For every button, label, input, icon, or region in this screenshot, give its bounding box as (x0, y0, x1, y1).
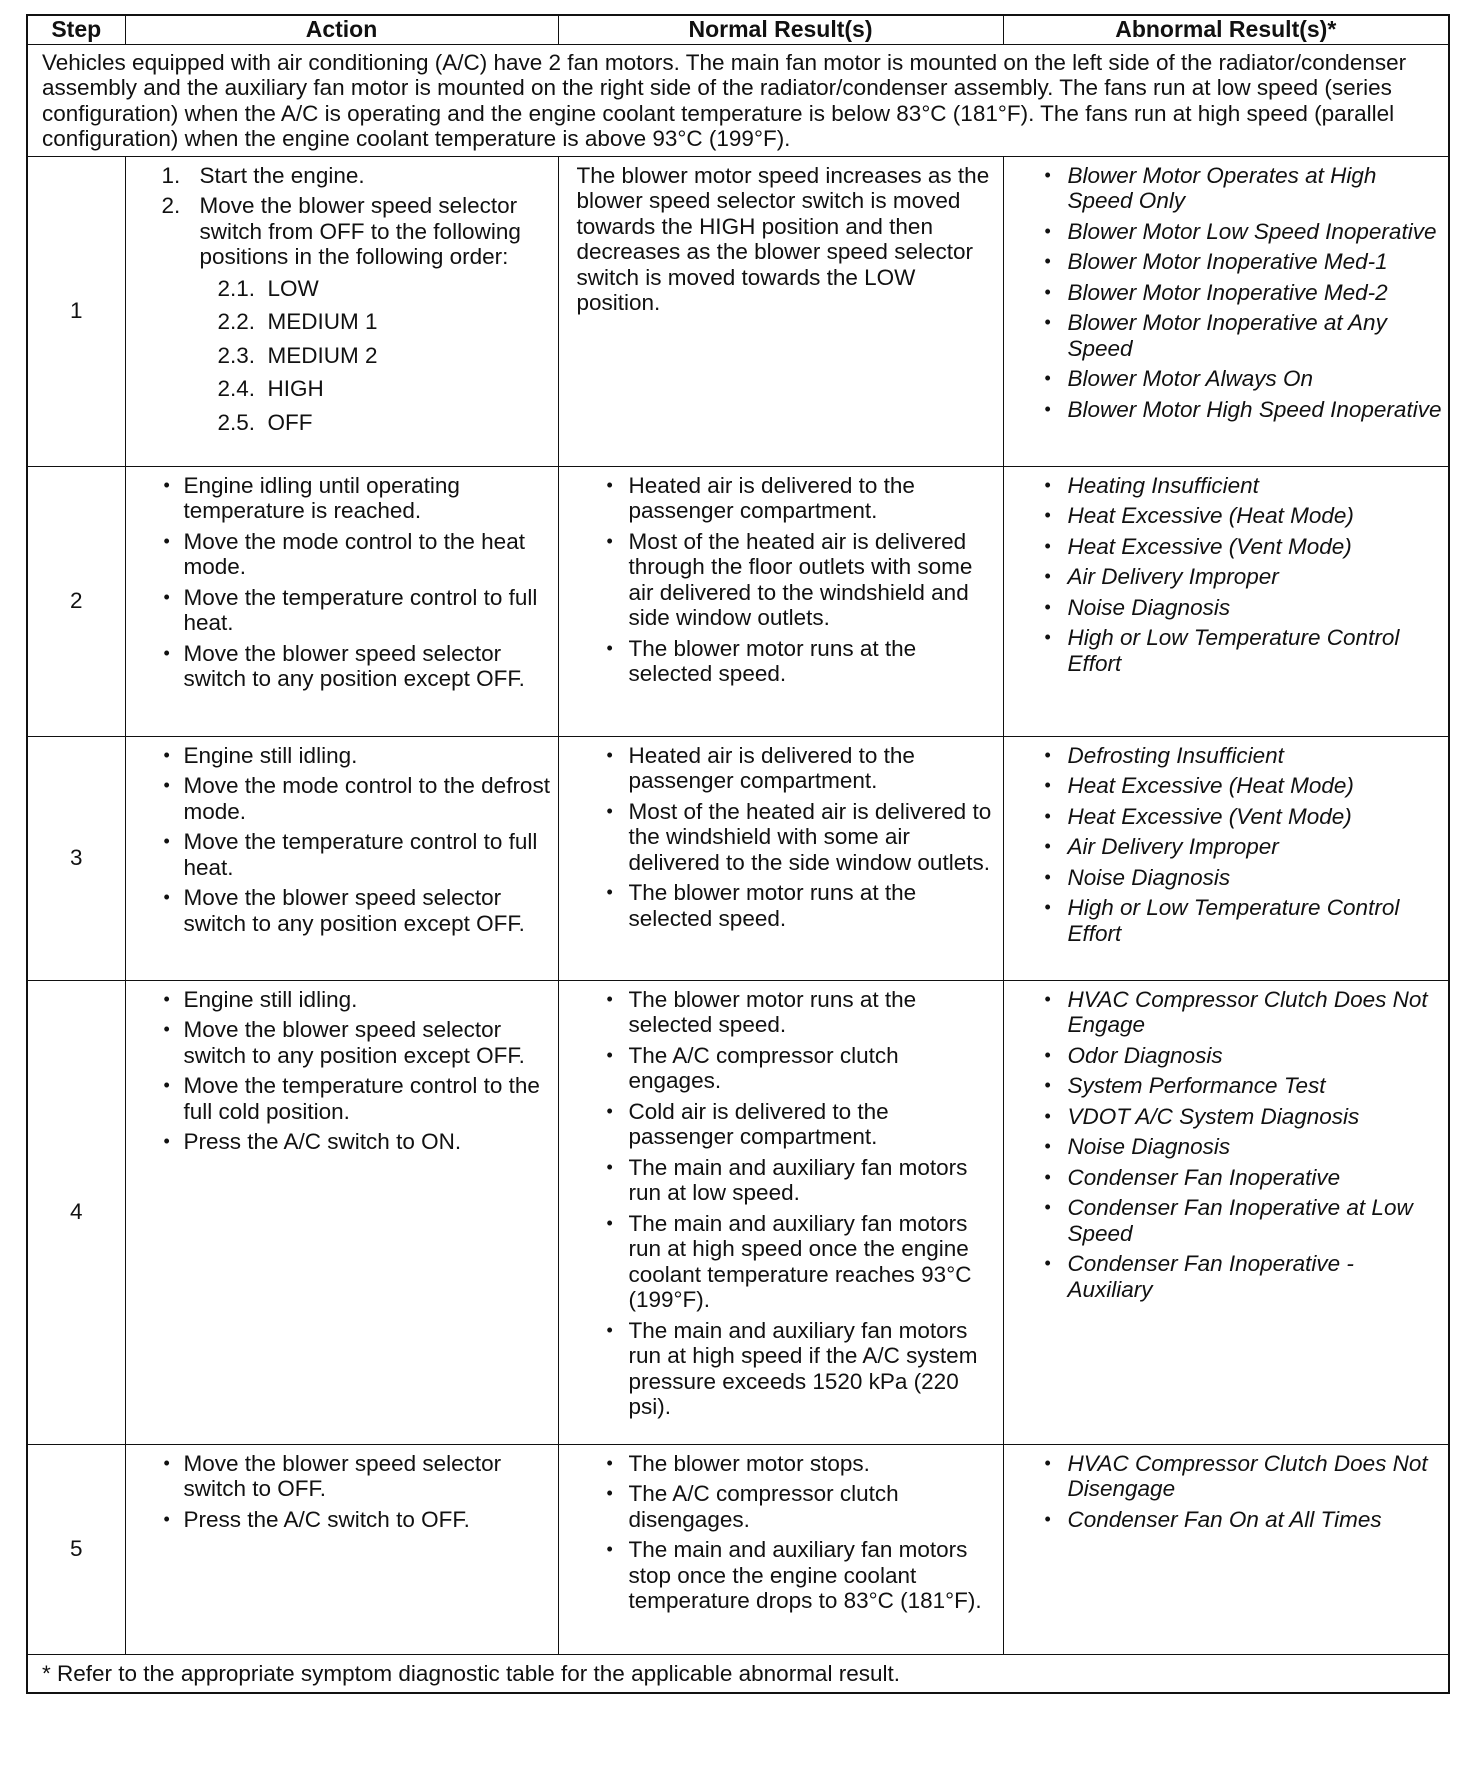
list-item (1010, 1251, 1443, 1302)
item-text: Noise Diagnosis (1067, 1134, 1231, 1159)
item-text: The main and auxiliary fan motors run at high speed if the A/C system pressure exceeds 1520 kPa (220 psi). (628, 1317, 978, 1419)
list-item (1010, 625, 1443, 676)
normal-result-cell (558, 466, 1003, 736)
item-text: Blower Motor Inoperative Med-1 (1067, 249, 1388, 274)
sub-list-item (200, 309, 552, 335)
bullet-icon: • (1044, 836, 1051, 856)
item-text: High or Low Temperature Control Effort (1067, 895, 1400, 946)
bullet-icon: • (1044, 596, 1051, 617)
item-text: The blower motor runs at the selected speed. (628, 880, 917, 931)
bullet-icon: • (1044, 897, 1051, 917)
item-text: Move the blower speed selector switch to OFF. (183, 1450, 502, 1501)
header-row (27, 15, 1449, 44)
item-text: Start the engine. (199, 162, 365, 188)
item-text: Move the blower speed selector switch to any position except OFF. (183, 1017, 525, 1068)
bullet-icon: • (163, 1452, 170, 1473)
list-item (1010, 310, 1443, 361)
list-item (1010, 1165, 1443, 1191)
bullet-icon: • (163, 642, 170, 663)
table-row-step-1 (27, 156, 1449, 466)
bullet-icon: • (606, 1319, 613, 1340)
normal-list (565, 1451, 997, 1614)
sub-list-item (200, 343, 552, 369)
sub-list-item (200, 376, 552, 402)
list-item (1010, 366, 1443, 392)
sub-item-number: 2.2. (217, 309, 256, 334)
action-cell (125, 156, 558, 466)
action-cell (125, 736, 558, 980)
list-item (132, 163, 552, 189)
list-item (1010, 987, 1443, 1038)
item-text: Heat Excessive (Heat Mode) (1067, 773, 1354, 798)
bullet-icon: • (1044, 1136, 1051, 1156)
item-text: Move the blower speed selector switch to any position except OFF. (183, 885, 525, 936)
list-item (132, 529, 552, 580)
bullet-icon: • (606, 1212, 613, 1233)
bullet-icon: • (1044, 312, 1051, 332)
step-number: 4 (27, 980, 125, 1444)
item-text: Engine idling until operating temperature is reached. (183, 472, 460, 523)
bullet-icon: • (1044, 535, 1051, 556)
sub-item-number: 2.5. (217, 409, 256, 435)
normal-result-text: The blower motor speed increases as the blower speed selector switch is moved towards the HIGH position and then decreases as the blower speed selector switch is moved towards the LOW position. (576, 162, 990, 315)
list-item (565, 473, 997, 524)
bullet-icon: • (163, 530, 170, 551)
list-item (565, 880, 997, 931)
table-row-step-4 (27, 980, 1449, 1444)
bullet-icon: • (606, 530, 613, 551)
bullet-icon: • (1044, 505, 1051, 525)
item-text: HVAC Compressor Clutch Does Not Disengage (1067, 1450, 1428, 1501)
item-text: Press the A/C switch to OFF. (183, 1506, 470, 1532)
step-number: 3 (27, 736, 125, 980)
list-item (1010, 773, 1443, 799)
bullet-icon: • (1044, 988, 1051, 1009)
header-action: Action (125, 15, 558, 44)
bullet-icon: • (1044, 1197, 1051, 1217)
normal-result-cell (558, 1444, 1003, 1654)
sub-item-text: HIGH (267, 376, 324, 401)
bullet-icon: • (606, 882, 613, 902)
header-step: Step (27, 15, 125, 44)
item-text: Most of the heated air is delivered to the windshield with some air delivered to the side window outlets. (628, 798, 992, 875)
list-item (132, 1451, 552, 1502)
item-text: Engine still idling. (183, 986, 358, 1012)
list-item (132, 641, 552, 692)
bullet-icon: • (1044, 368, 1051, 388)
action-list (132, 1451, 552, 1533)
normal-list (565, 743, 997, 932)
list-item (132, 473, 552, 524)
bullet-icon: • (163, 887, 170, 907)
table-row-step-2 (27, 466, 1449, 736)
item-text: Heat Excessive (Heat Mode) (1067, 503, 1354, 528)
list-item (132, 585, 552, 636)
item-text: Heating Insufficient (1067, 472, 1259, 498)
item-text: The main and auxiliary fan motors run at high speed once the engine coolant temperature reaches 93°C (199°F). (628, 1210, 972, 1312)
action-cell (125, 1444, 558, 1654)
abnormal-list (1010, 163, 1443, 423)
bullet-icon: • (606, 1483, 613, 1503)
bullet-icon: • (163, 775, 170, 795)
sub-list-item (200, 276, 552, 302)
item-text: Heated air is delivered to the passenger compartment. (628, 742, 915, 793)
list-item (565, 987, 997, 1038)
normal-result-cell (558, 980, 1003, 1444)
bullet-icon: • (1044, 805, 1051, 826)
bullet-icon: • (1044, 1508, 1051, 1529)
bullet-icon: • (1044, 1452, 1051, 1473)
intro-text: Vehicles equipped with air conditioning (A/C) have 2 fan motors. The main fan motor is mounted on the left side of the radiator/condenser assembly and the auxiliary fan motor is mounted on the right side of the radiator/condenser assembly. The fans run at low speed (series configuration) when the A/C is operating and the engine coolant temperature is below 83°C (181°F). The fans run at high speed (parallel configuration) when the engine coolant temperature is above 93°C (199°F). (27, 44, 1449, 156)
list-item (1010, 503, 1443, 529)
item-text: HVAC Compressor Clutch Does Not Engage (1067, 986, 1428, 1037)
list-item (565, 1481, 997, 1532)
item-text: Move the temperature control to the full cold position. (183, 1073, 540, 1124)
abnormal-result-cell (1003, 156, 1449, 466)
item-text: The blower motor runs at the selected speed. (628, 635, 917, 686)
list-item (1010, 743, 1443, 769)
list-item (132, 829, 552, 880)
list-item (1010, 865, 1443, 891)
item-text: Heat Excessive (Vent Mode) (1067, 803, 1352, 829)
list-item (1010, 280, 1443, 306)
item-text: The A/C compressor clutch disengages. (628, 1481, 899, 1532)
item-text: Condenser Fan Inoperative (1067, 1164, 1341, 1190)
item-text: Move the temperature control to full heat. (183, 584, 538, 635)
footnote: * Refer to the appropriate symptom diagnostic table for the applicable abnormal result. (27, 1654, 1449, 1693)
item-text: Cold air is delivered to the passenger compartment. (628, 1098, 889, 1149)
bullet-icon: • (1044, 1166, 1051, 1187)
item-text: The main and auxiliary fan motors run at low speed. (628, 1154, 968, 1205)
list-item (1010, 564, 1443, 590)
list-item (565, 1537, 997, 1614)
item-text: Blower Motor Inoperative at Any Speed (1067, 310, 1387, 361)
item-text: Condenser Fan Inoperative at Low Speed (1067, 1195, 1413, 1246)
item-text: The main and auxiliary fan motors stop once the engine coolant temperature drops to 83°C (181°F). (628, 1537, 982, 1613)
bullet-icon: • (606, 1539, 613, 1559)
list-item (132, 1017, 552, 1068)
list-item (1010, 1073, 1443, 1099)
list-item (132, 1507, 552, 1533)
list-item (1010, 163, 1443, 214)
item-text: Blower Motor High Speed Inoperative (1067, 396, 1442, 422)
bullet-icon: • (1044, 474, 1051, 495)
header-abnormal-results: Abnormal Result(s)* (1003, 15, 1449, 44)
list-item (565, 799, 997, 876)
abnormal-result-cell (1003, 1444, 1449, 1654)
bullet-icon: • (163, 1131, 170, 1151)
bullet-icon: • (1044, 866, 1051, 887)
abnormal-list (1010, 987, 1443, 1303)
normal-result-cell (558, 736, 1003, 980)
item-text: Move the mode control to the heat mode. (183, 528, 525, 579)
sub-item-text: MEDIUM 2 (267, 342, 378, 368)
bullet-icon: • (163, 586, 170, 607)
table-row-step-5 (27, 1444, 1449, 1654)
list-item (132, 773, 552, 824)
normal-result-cell (558, 156, 1003, 466)
bullet-icon: • (1044, 775, 1051, 795)
list-item (565, 1318, 997, 1420)
list-item (1010, 804, 1443, 830)
list-item (1010, 595, 1443, 621)
item-text: VDOT A/C System Diagnosis (1067, 1103, 1360, 1129)
item-text: System Performance Test (1067, 1073, 1326, 1098)
action-list (132, 743, 552, 937)
bullet-icon: • (1044, 281, 1051, 302)
list-item (1010, 1507, 1443, 1533)
abnormal-result-cell (1003, 466, 1449, 736)
item-text: Noise Diagnosis (1067, 594, 1231, 620)
bullet-icon: • (606, 988, 613, 1009)
item-text: High or Low Temperature Control Effort (1067, 625, 1400, 676)
item-text: Noise Diagnosis (1067, 864, 1231, 890)
bullet-icon: • (163, 744, 170, 765)
bullet-icon: • (1044, 398, 1051, 419)
list-item (132, 193, 552, 435)
list-item (132, 885, 552, 936)
bullet-icon: • (163, 1019, 170, 1039)
intro-row (27, 44, 1449, 156)
item-text: The A/C compressor clutch engages. (628, 1042, 899, 1093)
item-text: Blower Motor Inoperative Med-2 (1067, 279, 1388, 305)
bullet-icon: • (1044, 744, 1051, 765)
bullet-icon: • (606, 1044, 613, 1065)
sub-list-item (200, 410, 552, 436)
bullet-icon: • (1044, 1044, 1051, 1065)
abnormal-result-cell (1003, 980, 1449, 1444)
sub-item-text: MEDIUM 1 (267, 309, 378, 334)
sub-item-text: LOW (267, 275, 319, 301)
item-text: Condenser Fan On at All Times (1067, 1506, 1382, 1532)
abnormal-list (1010, 1451, 1443, 1533)
bullet-icon: • (1044, 1075, 1051, 1095)
abnormal-list (1010, 743, 1443, 947)
item-text: The blower motor runs at the selected speed. (628, 986, 917, 1037)
normal-list (565, 987, 997, 1420)
list-item (565, 529, 997, 631)
bullet-icon: • (606, 637, 613, 658)
bullet-icon: • (606, 474, 613, 495)
item-text: Engine still idling. (183, 742, 358, 768)
list-item (565, 743, 997, 794)
item-text: Move the mode control to the defrost mode. (183, 773, 550, 824)
list-item (565, 636, 997, 687)
footnote-row (27, 1654, 1449, 1693)
list-item (1010, 397, 1443, 423)
list-item (565, 1043, 997, 1094)
list-item (1010, 1195, 1443, 1246)
action-numbered-list (132, 163, 552, 436)
list-item (1010, 895, 1443, 946)
bullet-icon: • (1044, 1105, 1051, 1126)
list-item (1010, 534, 1443, 560)
bullet-icon: • (163, 831, 170, 851)
bullet-icon: • (163, 988, 170, 1009)
action-cell (125, 980, 558, 1444)
normal-list (565, 473, 997, 687)
item-text: Defrosting Insufficient (1067, 742, 1284, 768)
item-text: Air Delivery Improper (1067, 564, 1279, 589)
bullet-icon: • (1044, 164, 1051, 185)
list-item (132, 1073, 552, 1124)
item-number: 1. (161, 162, 181, 188)
list-item (132, 1129, 552, 1155)
item-text: Move the temperature control to full heat. (183, 829, 538, 880)
bullet-icon: • (606, 744, 613, 765)
list-item (132, 743, 552, 769)
step-number: 2 (27, 466, 125, 736)
bullet-icon: • (1044, 1253, 1051, 1273)
abnormal-result-cell (1003, 736, 1449, 980)
action-list (132, 987, 552, 1155)
sub-item-text: OFF (267, 409, 313, 435)
action-cell (125, 466, 558, 736)
bullet-icon: • (163, 1508, 170, 1529)
action-list (132, 473, 552, 692)
bullet-icon: • (1044, 251, 1051, 271)
list-item (1010, 1104, 1443, 1130)
bullet-icon: • (606, 1156, 613, 1177)
list-item (1010, 1451, 1443, 1502)
item-text: Blower Motor Operates at High Speed Only (1067, 162, 1377, 213)
item-text: Heat Excessive (Vent Mode) (1067, 533, 1352, 559)
table-row-step-3 (27, 736, 1449, 980)
item-text: Heated air is delivered to the passenger compartment. (628, 472, 915, 523)
list-item (565, 1099, 997, 1150)
item-text: Air Delivery Improper (1067, 834, 1279, 859)
list-item (1010, 473, 1443, 499)
step-number: 5 (27, 1444, 125, 1654)
abnormal-list (1010, 473, 1443, 677)
bullet-icon: • (1044, 566, 1051, 586)
item-number: 2. (161, 193, 181, 218)
list-item (565, 1211, 997, 1313)
item-text: The blower motor stops. (628, 1450, 870, 1476)
sub-item-number: 2.4. (217, 376, 256, 401)
step-number: 1 (27, 156, 125, 466)
item-text: Press the A/C switch to ON. (183, 1129, 462, 1154)
item-text: Move the blower speed selector switch from OFF to the following positions in the following order: (199, 193, 521, 269)
list-item (1010, 1134, 1443, 1160)
action-sub-list (200, 276, 552, 436)
bullet-icon: • (606, 1452, 613, 1473)
bullet-icon: • (1044, 627, 1051, 647)
list-item (565, 1155, 997, 1206)
sub-item-number: 2.1. (217, 275, 256, 301)
item-text: Most of the heated air is delivered through the floor outlets with some air delivered to the windshield and side window outlets. (628, 528, 973, 630)
item-text: Condenser Fan Inoperative - Auxiliary (1067, 1251, 1354, 1302)
item-text: Blower Motor Always On (1067, 366, 1313, 391)
list-item (1010, 249, 1443, 275)
list-item (1010, 219, 1443, 245)
sub-item-number: 2.3. (217, 342, 256, 368)
diagnostic-table (26, 14, 1450, 1694)
list-item (565, 1451, 997, 1477)
bullet-icon: • (163, 1075, 170, 1095)
item-text: Blower Motor Low Speed Inoperative (1067, 218, 1437, 244)
bullet-icon: • (163, 474, 170, 495)
item-text: Move the blower speed selector switch to any position except OFF. (183, 640, 525, 691)
bullet-icon: • (1044, 220, 1051, 241)
item-text: Odor Diagnosis (1067, 1042, 1223, 1068)
list-item (1010, 1043, 1443, 1069)
bullet-icon: • (606, 800, 613, 821)
bullet-icon: • (606, 1100, 613, 1121)
header-normal-results: Normal Result(s) (558, 15, 1003, 44)
list-item (1010, 834, 1443, 860)
list-item (132, 987, 552, 1013)
